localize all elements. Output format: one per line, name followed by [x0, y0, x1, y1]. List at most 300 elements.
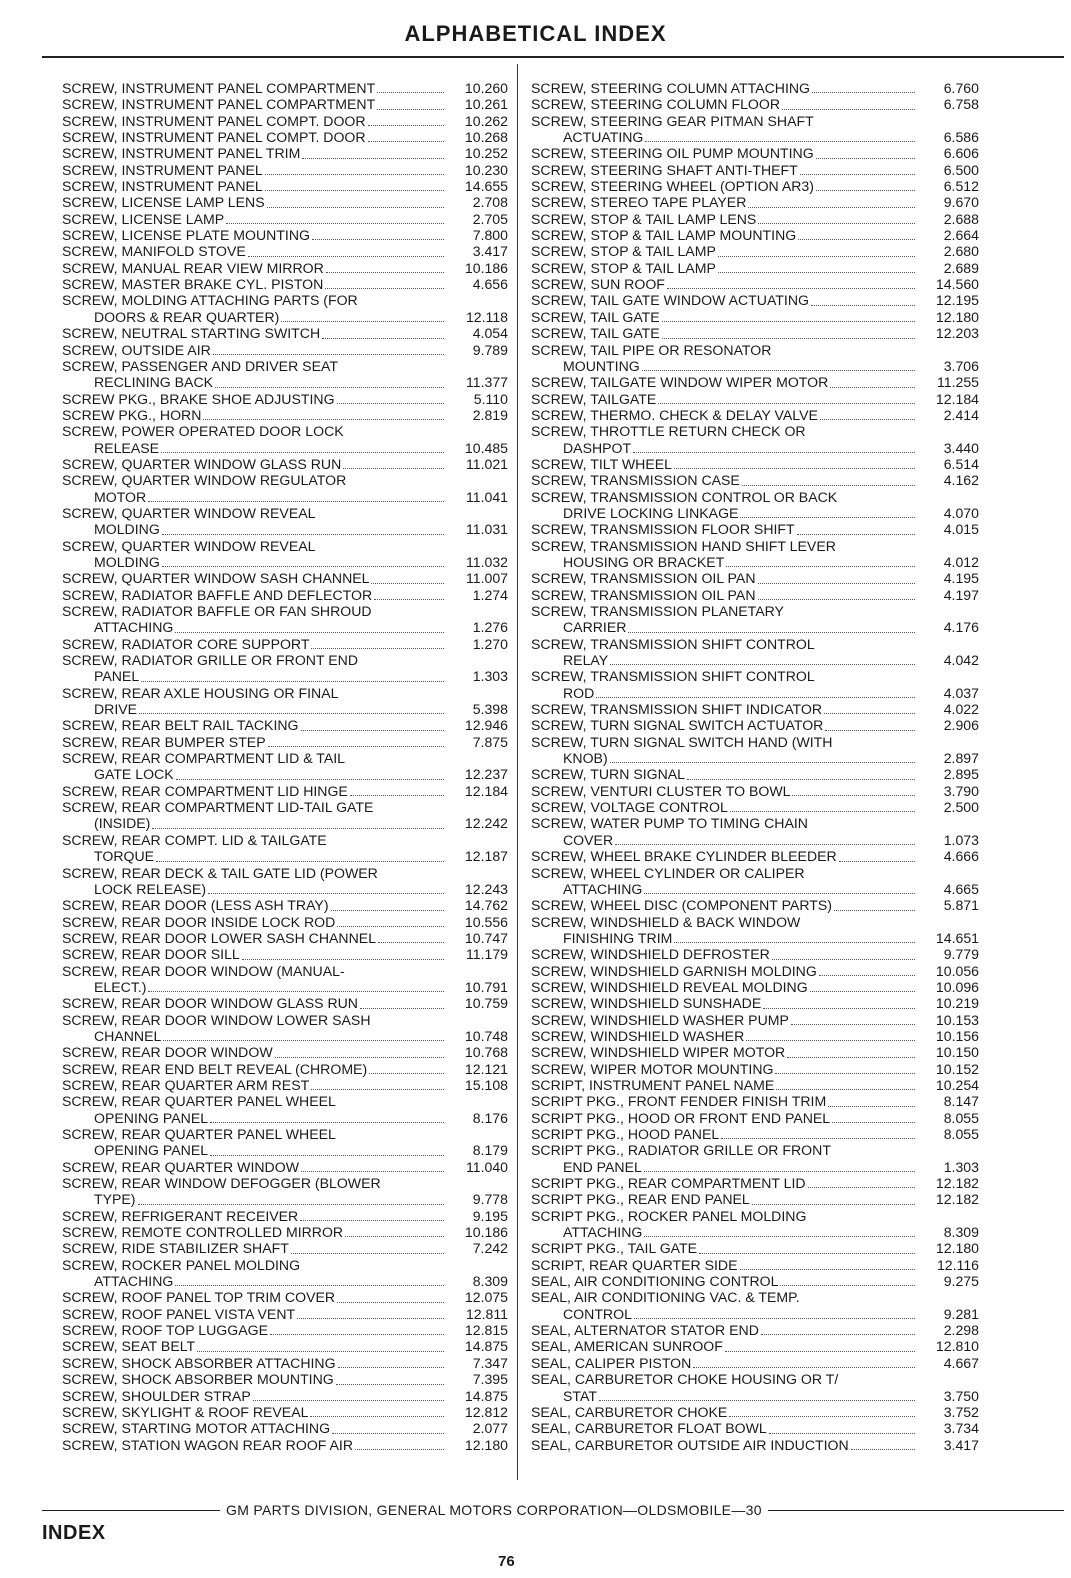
entry-line	[62, 260, 446, 276]
index-entry	[62, 603, 508, 636]
index-entry	[62, 717, 508, 733]
entry-description	[531, 1142, 917, 1175]
index-entry	[531, 391, 979, 407]
entry-text: SCRIPT PKG., TAIL GATE	[531, 1240, 698, 1257]
entry-description	[531, 96, 917, 112]
index-entry	[62, 96, 508, 112]
entry-reference-number: 12.180	[935, 308, 979, 325]
entry-text: SCRIPT PKG., REAR COMPARTMENT LID	[531, 1175, 806, 1192]
index-entry	[531, 570, 979, 586]
entry-line	[62, 1126, 446, 1142]
entry-line	[531, 963, 917, 979]
entry-text: SCREW, TRANSMISSION CONTROL OR BACK	[531, 488, 838, 505]
entry-text: SCREW, TRANSMISSION OIL PAN	[531, 586, 756, 603]
entry-text: SCREW, RIDE STABILIZER SHAFT	[62, 1240, 289, 1257]
entry-description	[531, 309, 917, 325]
entry-line	[62, 80, 446, 96]
entry-text: SCRIPT PKG., RADIATOR GRILLE OR FRONT	[531, 1142, 831, 1159]
index-entry	[62, 325, 508, 341]
entry-line	[62, 570, 446, 586]
entry-line	[531, 1012, 917, 1028]
entry-line	[62, 276, 446, 292]
entry-line	[62, 342, 446, 358]
entry-line	[531, 374, 917, 390]
entry-reference-number: 10.268	[464, 129, 508, 146]
entry-text: DOORS & REAR QUARTER)	[94, 308, 280, 325]
index-entry	[531, 799, 979, 815]
index-entry	[62, 652, 508, 685]
index-entry	[62, 1044, 508, 1060]
entry-line	[531, 701, 917, 717]
entry-reference-number: 11.041	[465, 488, 508, 505]
entry-text: SCRIPT PKG., ROCKER PANEL MOLDING	[531, 1207, 807, 1224]
entry-text: CHANNEL	[94, 1027, 162, 1044]
entry-text: SCREW, STOP & TAIL LAMP LENS	[531, 210, 757, 227]
entry-text: SCREW, SEAT BELT	[62, 1338, 196, 1355]
index-entry	[531, 1273, 979, 1289]
entry-description	[62, 1077, 446, 1093]
entry-text: (INSIDE)	[94, 815, 151, 832]
entry-text: SCREW, SUN ROOF	[531, 276, 665, 293]
entry-reference-number: 8.309	[943, 1224, 979, 1241]
entry-line	[531, 407, 917, 423]
index-entry	[62, 1306, 508, 1322]
entry-text: SCREW, INSTRUMENT PANEL COMPARTMENT	[62, 96, 376, 113]
entry-text: SCREW, PASSENGER AND DRIVER SEAT	[62, 357, 338, 374]
entry-text: SCREW, REAR QUARTER PANEL WHEEL	[62, 1093, 336, 1110]
entry-text: SCREW, ROCKER PANEL MOLDING	[62, 1256, 301, 1273]
entry-description	[62, 783, 446, 799]
entry-line	[62, 1224, 446, 1240]
entry-description	[531, 914, 917, 947]
index-entry	[531, 325, 979, 341]
entry-text: MOUNTING	[563, 357, 640, 374]
entry-text: OPENING PANEL	[94, 1109, 209, 1126]
index-entry	[62, 1208, 508, 1224]
entry-text: SCREW, ROOF PANEL VISTA VENT	[62, 1305, 296, 1322]
entry-description	[531, 489, 917, 522]
entry-line	[531, 1338, 917, 1354]
entry-line	[531, 1028, 917, 1044]
entry-reference-number: 1.303	[943, 1158, 979, 1175]
index-entry	[531, 211, 979, 227]
entry-line	[531, 342, 917, 358]
entry-description	[62, 80, 446, 96]
index-entry	[62, 865, 508, 898]
entry-line	[531, 456, 917, 472]
entry-line	[62, 145, 446, 161]
entry-reference-number: 6.512	[943, 178, 979, 195]
entry-reference-number: 10.153	[935, 1011, 979, 1028]
entry-description	[531, 1338, 917, 1354]
index-entry	[531, 766, 979, 782]
entry-line	[62, 701, 446, 717]
entry-text: RELAY	[563, 652, 609, 669]
index-entry	[62, 1240, 508, 1256]
entry-description	[531, 1371, 917, 1404]
entry-line	[62, 717, 446, 733]
index-entry	[531, 668, 979, 701]
entry-description	[531, 587, 917, 603]
index-entry	[62, 178, 508, 194]
entry-line	[531, 979, 917, 995]
entry-line	[531, 783, 917, 799]
index-entry	[531, 145, 979, 161]
entry-description	[531, 1077, 917, 1093]
index-entry	[62, 1126, 508, 1159]
entry-line	[531, 717, 917, 733]
entry-line	[62, 292, 446, 308]
index-entry	[531, 538, 979, 571]
entry-reference-number: 3.734	[943, 1420, 979, 1437]
entry-text: SCREW, REAR DOOR WINDOW GLASS RUN	[62, 995, 358, 1012]
entry-reference-number: 10.186	[464, 1224, 508, 1241]
entry-description	[531, 717, 917, 733]
entry-text: SCREW, REAR AXLE HOUSING OR FINAL	[62, 684, 339, 701]
entry-text: LOCK RELEASE)	[94, 880, 207, 897]
entry-text: SCREW, TRANSMISSION OIL PAN	[531, 570, 756, 587]
entry-reference-number: 3.752	[943, 1403, 979, 1420]
entry-line	[531, 946, 917, 962]
index-entry	[531, 946, 979, 962]
entry-reference-number: 2.705	[472, 210, 508, 227]
entry-text: SCRIPT PKG., HOOD PANEL	[531, 1126, 720, 1142]
index-entry	[62, 783, 508, 799]
entry-text: SCREW, TAIL GATE	[531, 325, 660, 342]
entry-reference-number: 12.237	[464, 766, 508, 783]
entry-description	[62, 342, 446, 358]
entry-reference-number: 12.075	[464, 1289, 508, 1306]
entry-reference-number: 7.347	[472, 1354, 508, 1371]
entry-line	[62, 358, 446, 374]
entry-text: SEAL, ALTERNATOR STATOR END	[531, 1322, 759, 1339]
index-entry	[531, 783, 979, 799]
entry-reference-number: 11.377	[465, 374, 508, 391]
entry-text: SCREW, REAR DOOR WINDOW LOWER SASH	[62, 1011, 371, 1028]
entry-description	[62, 946, 446, 962]
entry-reference-number: 12.242	[464, 815, 508, 832]
entry-text: SCREW, STEERING OIL PUMP MOUNTING	[531, 145, 814, 162]
entry-text: SCREW, SHOULDER STRAP	[62, 1387, 251, 1404]
entry-description	[62, 113, 446, 129]
entry-description	[531, 1322, 917, 1338]
index-entry	[62, 1012, 508, 1045]
entry-line	[531, 1273, 917, 1289]
entry-reference-number: 4.012	[943, 553, 979, 570]
entry-reference-number: 11.007	[465, 570, 508, 587]
entry-line	[531, 129, 917, 145]
entry-description	[62, 456, 446, 472]
entry-description	[62, 865, 446, 898]
index-entry	[531, 194, 979, 210]
entry-description	[62, 1257, 446, 1290]
entry-line	[62, 472, 446, 488]
entry-text: SCREW, STEERING SHAFT ANTI-THEFT	[531, 161, 798, 178]
entry-description	[531, 1093, 917, 1109]
entry-description	[531, 325, 917, 341]
page-number: 76	[498, 1553, 515, 1570]
entry-description	[531, 963, 917, 979]
index-entry	[62, 1355, 508, 1371]
entry-reference-number: 12.121	[464, 1060, 508, 1077]
entry-line	[531, 423, 917, 439]
entry-line	[62, 963, 446, 979]
entry-text: SCREW, INSTRUMENT PANEL COMPT. DOOR	[62, 112, 366, 129]
entry-reference-number: 9.275	[943, 1273, 979, 1290]
entry-text: SCREW, WATER PUMP TO TIMING CHAIN	[531, 815, 808, 832]
entry-description	[531, 211, 917, 227]
entry-line	[62, 423, 446, 439]
entry-reference-number: 4.667	[943, 1354, 979, 1371]
entry-text: SCREW, MANUAL REAR VIEW MIRROR	[62, 259, 324, 276]
entry-text: SCREW, STOP & TAIL LAMP MOUNTING	[531, 227, 797, 244]
entry-reference-number: 2.689	[943, 259, 979, 276]
entry-text: SCREW, REAR DOOR LOWER SASH CHANNEL	[62, 929, 377, 946]
entry-text: SCREW, MOLDING ATTACHING PARTS (FOR	[62, 292, 358, 309]
index-entry	[531, 374, 979, 390]
entry-reference-number: 1.276	[472, 619, 508, 636]
entry-line	[531, 440, 917, 456]
entry-text: SCREW, QUARTER WINDOW GLASS RUN	[62, 455, 342, 472]
entry-text: SCREW, TURN SIGNAL	[531, 766, 686, 783]
entry-reference-number: 7.875	[472, 733, 508, 750]
entry-reference-number: 10.150	[935, 1044, 979, 1061]
entry-description	[531, 521, 917, 537]
entry-reference-number: 2.298	[943, 1322, 979, 1339]
entry-line	[531, 309, 917, 325]
entry-description	[62, 162, 446, 178]
entry-reference-number: 10.260	[464, 80, 508, 96]
entry-reference-number: 12.180	[935, 1240, 979, 1257]
entry-reference-number: 4.070	[943, 504, 979, 521]
index-entry	[531, 865, 979, 898]
entry-reference-number: 4.022	[943, 701, 979, 718]
entry-line	[531, 472, 917, 488]
footer-text: GM PARTS DIVISION, GENERAL MOTORS CORPORATION—OLDSMOBILE—30	[226, 1502, 762, 1518]
index-entry	[62, 1077, 508, 1093]
entry-line	[62, 521, 446, 537]
entry-reference-number: 10.219	[935, 995, 979, 1012]
entry-line	[62, 129, 446, 145]
entry-text: SCREW, STEREO TAPE PLAYER	[531, 194, 747, 211]
entry-reference-number: 8.055	[943, 1126, 979, 1142]
entry-line	[62, 489, 446, 505]
entry-text: MOTOR	[94, 488, 147, 505]
entry-line	[62, 897, 446, 913]
entry-reference-number: 1.073	[943, 831, 979, 848]
entry-description	[62, 358, 446, 391]
entry-text: SCREW, REAR DOOR (LESS ASH TRAY)	[62, 897, 329, 914]
entry-reference-number: 10.230	[464, 161, 508, 178]
entry-reference-number: 9.779	[943, 946, 979, 963]
entry-text: SCREW, TRANSMISSION SHIFT CONTROL	[531, 668, 815, 685]
entry-reference-number: 12.811	[465, 1305, 508, 1322]
entry-line	[531, 848, 917, 864]
entry-line	[62, 1012, 446, 1028]
entry-description	[531, 194, 917, 210]
entry-line	[62, 1257, 446, 1273]
entry-line	[62, 1306, 446, 1322]
entry-description	[62, 1061, 446, 1077]
index-entry	[531, 521, 979, 537]
entry-reference-number: 8.179	[472, 1142, 508, 1159]
index-entry	[531, 1175, 979, 1191]
index-entry	[62, 587, 508, 603]
entry-description	[531, 783, 917, 799]
entry-text: SCREW, REAR COMPT. LID & TAILGATE	[62, 831, 327, 848]
entry-text: SCREW, REAR END BELT REVEAL (CHROME)	[62, 1060, 368, 1077]
entry-description	[62, 1338, 446, 1354]
entry-line	[531, 881, 917, 897]
entry-description	[62, 1126, 446, 1159]
entry-line	[62, 587, 446, 603]
entry-description	[62, 1355, 446, 1371]
entry-reference-number: 5.871	[943, 897, 979, 914]
entry-reference-number: 8.147	[943, 1093, 979, 1110]
entry-line	[62, 1061, 446, 1077]
entry-text: SCRIPT, REAR QUARTER SIDE	[531, 1256, 738, 1273]
entry-line	[62, 1240, 446, 1256]
index-entry	[62, 1061, 508, 1077]
entry-description	[62, 570, 446, 586]
entry-description	[62, 750, 446, 783]
entry-description	[62, 914, 446, 930]
index-entry	[62, 423, 508, 456]
entry-description	[531, 815, 917, 848]
entry-reference-number: 6.514	[943, 455, 979, 472]
entry-line	[62, 750, 446, 766]
entry-line	[531, 914, 917, 930]
entry-reference-number: 6.500	[943, 161, 979, 178]
entry-description	[62, 652, 446, 685]
entry-text: SCREW, TRANSMISSION CASE	[531, 472, 740, 489]
entry-text: SCREW, REAR DECK & TAIL GATE LID (POWER	[62, 864, 378, 881]
index-entry	[62, 1338, 508, 1354]
entry-text: SCRIPT PKG., FRONT FENDER FINISH TRIM	[531, 1093, 827, 1110]
entry-text: SCREW, TRANSMISSION HAND SHIFT LEVER	[531, 537, 836, 554]
entry-description	[531, 243, 917, 259]
index-column-right	[531, 80, 979, 1453]
entry-reference-number: 11.040	[465, 1158, 508, 1175]
entry-reference-number: 9.281	[943, 1305, 979, 1322]
entry-line	[62, 243, 446, 259]
entry-line	[531, 750, 917, 766]
entry-line	[531, 227, 917, 243]
entry-text: SCRIPT PKG., REAR END PANEL	[531, 1191, 750, 1208]
entry-reference-number: 10.262	[464, 112, 508, 129]
entry-line	[531, 178, 917, 194]
index-entry	[531, 1240, 979, 1256]
entry-line	[531, 1420, 917, 1436]
index-entry	[531, 260, 979, 276]
entry-line	[531, 145, 917, 161]
index-entry	[531, 1322, 979, 1338]
entry-text: SCREW, REAR COMPARTMENT LID HINGE	[62, 782, 348, 799]
entry-line	[62, 194, 446, 210]
entry-description	[531, 799, 917, 815]
entry-line	[531, 243, 917, 259]
entry-description	[62, 1437, 446, 1453]
entry-line	[62, 783, 446, 799]
entry-description	[531, 1061, 917, 1077]
index-entry	[62, 472, 508, 505]
entry-line	[531, 1404, 917, 1420]
entry-line	[531, 1208, 917, 1224]
entry-line	[531, 1306, 917, 1322]
entry-text: DRIVE	[94, 701, 138, 718]
index-entry	[531, 162, 979, 178]
entry-reference-number: 11.179	[465, 946, 508, 963]
entry-text: SCREW, STATION WAGON REAR ROOF AIR	[62, 1436, 354, 1453]
entry-description	[62, 1420, 446, 1436]
entry-description	[531, 865, 917, 898]
entry-line	[531, 1159, 917, 1175]
index-entry	[531, 1437, 979, 1453]
entry-text: SEAL, CARBURETOR OUTSIDE AIR INDUCTION	[531, 1436, 849, 1453]
entry-reference-number: 10.096	[935, 978, 979, 995]
entry-description	[62, 276, 446, 292]
entry-description	[531, 1012, 917, 1028]
footer-rule	[42, 1501, 1064, 1519]
entry-text: SCREW, WHEEL BRAKE CYLINDER BLEEDER	[531, 848, 837, 865]
entry-reference-number: 14.651	[935, 929, 979, 946]
entry-reference-number: 10.748	[464, 1027, 508, 1044]
entry-reference-number: 11.031	[465, 521, 508, 538]
entry-line	[62, 1355, 446, 1371]
entry-line	[531, 521, 917, 537]
entry-text: SCREW, RADIATOR CORE SUPPORT	[62, 635, 310, 652]
entry-reference-number: 2.906	[943, 717, 979, 734]
entry-description	[62, 505, 446, 538]
entry-line	[531, 113, 917, 129]
footer-rule-right	[768, 1510, 1064, 1511]
entry-reference-number: 4.195	[943, 570, 979, 587]
entry-line	[62, 603, 446, 619]
entry-line	[531, 619, 917, 635]
entry-description	[531, 701, 917, 717]
index-entry	[531, 1355, 979, 1371]
index-entry	[531, 1208, 979, 1241]
entry-line	[62, 1191, 446, 1207]
entry-description	[531, 162, 917, 178]
entry-reference-number: 8.309	[472, 1273, 508, 1290]
entry-text: SEAL, AIR CONDITIONING VAC. & TEMP.	[531, 1289, 800, 1306]
entry-text: SCREW, OUTSIDE AIR	[62, 341, 211, 358]
entry-reference-number: 15.108	[464, 1076, 508, 1093]
entry-description	[62, 1012, 446, 1045]
index-entry	[531, 1420, 979, 1436]
entry-description	[62, 799, 446, 832]
entry-reference-number: 6.606	[943, 145, 979, 162]
entry-line	[62, 505, 446, 521]
entry-description	[62, 832, 446, 865]
entry-line	[62, 1142, 446, 1158]
entry-description	[62, 995, 446, 1011]
entry-line	[62, 652, 446, 668]
entry-reference-number: 3.706	[943, 357, 979, 374]
entry-reference-number: 5.398	[472, 701, 508, 718]
entry-line	[531, 325, 917, 341]
entry-description	[62, 211, 446, 227]
entry-reference-number: 4.665	[943, 880, 979, 897]
entry-line	[62, 554, 446, 570]
index-entry	[62, 1093, 508, 1126]
entry-reference-number: 4.176	[943, 619, 979, 636]
entry-line	[62, 1322, 446, 1338]
entry-description	[62, 145, 446, 161]
entry-description	[531, 668, 917, 701]
index-entry	[531, 1126, 979, 1142]
